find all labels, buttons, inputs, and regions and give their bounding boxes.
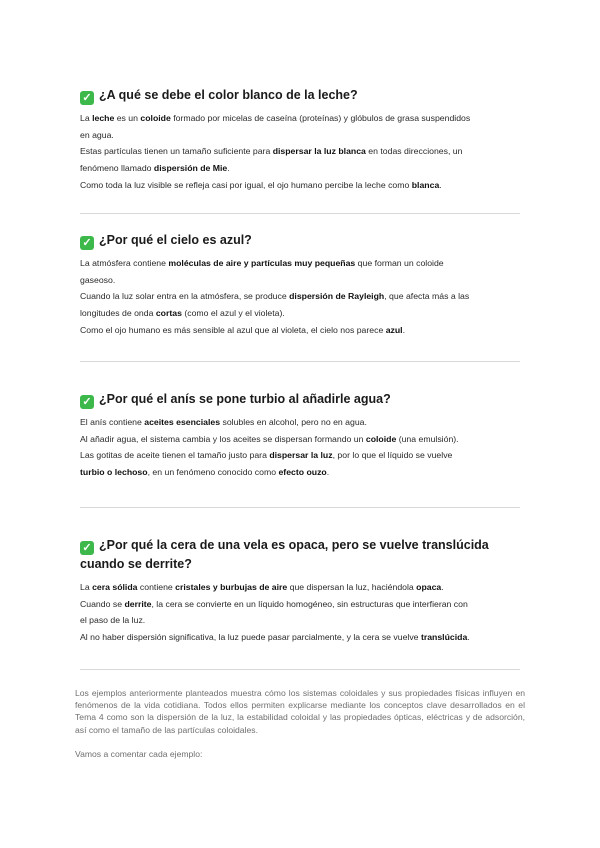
text-run: , que afecta más a las	[384, 291, 470, 302]
emphasis-text: moléculas de aire y partículas muy pequeñas	[168, 258, 356, 268]
text-run: .	[326, 467, 330, 478]
check-mark-icon: ✓	[80, 395, 94, 409]
text-run: .	[467, 632, 470, 643]
emphasis-text: azul	[385, 324, 403, 335]
answer-line	[80, 110, 520, 127]
text-run: es un	[114, 113, 141, 123]
text-run: fenómeno llamado	[80, 163, 154, 174]
emphasis-text: cortas	[155, 308, 182, 319]
text-run: que forman un coloide	[355, 258, 444, 268]
text-run: .	[227, 163, 230, 174]
text-run: el paso de la luz.	[80, 615, 146, 626]
text-run: longitudes de onda	[80, 308, 156, 319]
check-mark-icon: ✓	[80, 541, 94, 555]
section-candle-wax	[80, 536, 520, 646]
text-run: Como toda la luz visible se refleja casi por igual, el ojo humano percibe la leche como	[80, 179, 412, 190]
divider	[80, 213, 520, 214]
emphasis-text: efecto ouzo	[278, 467, 327, 478]
emphasis-text: derrite	[124, 598, 152, 609]
summary-paragraph: Los ejemplos anteriormente planteados muestra cómo los sistemas coloidales y sus propiedades físicas influyen en fenómenos de la vida cotidiana. Todos ellos permiten explicarse mediante los conceptos clave desarrollados en el Tema 4 como son la dispersión de la luz, la estabilidad coloidal y las propiedades ópticas, eléctricas y de adsorción, así como el tamaño de las partículas coloidales.	[75, 688, 525, 735]
text-run: en todas direcciones, un	[365, 146, 463, 157]
emphasis-text: blanca	[411, 179, 440, 190]
answer-line	[80, 177, 520, 194]
answer-line	[80, 288, 520, 305]
answer-line	[80, 629, 520, 646]
text-run: Al no haber dispersión significativa, la luz puede pasar parcialmente, y la cera se vuelve	[80, 632, 421, 643]
text-run: .	[402, 324, 406, 335]
answer-line	[80, 160, 520, 177]
emphasis-text: coloide	[365, 433, 397, 444]
question-title: ✓ ¿Por qué el anís se pone turbio al añadirle agua?	[80, 390, 520, 409]
text-run: (una emulsión).	[396, 433, 459, 444]
divider	[80, 669, 520, 670]
emphasis-text: cristales y burbujas de aire	[175, 582, 288, 592]
text-run: , en un fenómeno conocido como	[147, 467, 279, 478]
emphasis-text: dispersar la luz blanca	[272, 146, 366, 157]
answer-line	[80, 305, 520, 322]
text-run: Cuando se	[80, 598, 125, 609]
emphasis-text: opaca	[416, 582, 442, 592]
question-title: ✓ ¿Por qué el cielo es azul?	[80, 231, 520, 250]
section-sky	[80, 231, 520, 339]
answer-line	[80, 612, 520, 629]
text-run: que dispersan la luz, haciéndola	[287, 582, 417, 592]
answer-line	[80, 127, 520, 144]
text-run: Las gotitas de aceite tienen el tamaño justo para	[80, 450, 270, 461]
answer-line	[80, 414, 520, 431]
answer-line	[80, 272, 520, 289]
divider	[80, 361, 520, 362]
answer-line	[80, 322, 520, 339]
divider	[80, 507, 520, 508]
text-run: Como el ojo humano es más sensible al azul que al violeta, el cielo nos parece	[80, 324, 386, 335]
text-run: (como el azul y el violeta).	[181, 308, 285, 319]
answer-line	[80, 464, 520, 481]
text-run: El anís contiene	[80, 417, 145, 427]
text-run: Al añadir agua, el sistema cambia y los aceites se dispersan formando un	[80, 433, 366, 444]
check-mark-icon: ✓	[80, 236, 94, 250]
emphasis-text: leche	[92, 113, 115, 123]
text-run: gaseoso.	[80, 274, 116, 285]
emphasis-text: dispersar la luz	[269, 450, 333, 461]
text-run: Estas partículas tienen un tamaño suficiente para	[80, 146, 273, 157]
answer-line	[80, 431, 520, 448]
question-title: ✓ ¿Por qué la cera de una vela es opaca, pero se vuelve translúcida cuando se derrite?	[80, 538, 489, 571]
text-run: Cuando la luz solar entra en la atmósfera, se produce	[80, 291, 290, 302]
text-run: .	[439, 179, 442, 190]
emphasis-text: dispersión de Mie	[153, 163, 228, 174]
section-anise	[80, 390, 520, 481]
answer-line	[80, 143, 520, 160]
text-run: La atmósfera contiene	[80, 258, 169, 268]
text-run: solubles en alcohol, pero no en agua.	[220, 417, 367, 427]
closing-line: Vamos a comentar cada ejemplo:	[75, 749, 203, 759]
section-milk	[80, 86, 520, 194]
text-run: formado por micelas de caseína (proteínas) y glóbulos de grasa suspendidos	[170, 113, 471, 123]
answer-line	[80, 447, 520, 464]
answer-body	[80, 579, 520, 646]
answer-line	[80, 579, 520, 596]
answer-body	[80, 110, 520, 194]
text-run: .	[441, 582, 444, 592]
text-run: La	[80, 582, 93, 592]
emphasis-text: cera sólida	[92, 582, 138, 592]
answer-body	[80, 414, 520, 481]
emphasis-text: turbio o lechoso	[80, 467, 148, 478]
answer-line	[80, 596, 520, 613]
text-run: , la cera se convierte en un líquido homogéneo, sin estructuras que interfieran con	[151, 598, 468, 609]
answer-line	[80, 255, 520, 272]
text-run: en agua.	[80, 129, 114, 140]
text-run: , por lo que el líquido se vuelve	[332, 450, 453, 461]
text-run: contiene	[137, 582, 176, 592]
emphasis-text: aceites esenciales	[144, 417, 221, 427]
question-title: ✓ ¿A qué se debe el color blanco de la leche?	[80, 86, 520, 105]
emphasis-text: translúcida	[420, 632, 468, 643]
emphasis-text: dispersión de Rayleigh	[289, 291, 385, 302]
answer-body	[80, 255, 520, 339]
emphasis-text: coloide	[140, 113, 171, 123]
check-mark-icon: ✓	[80, 91, 94, 105]
text-run: La	[80, 113, 93, 123]
